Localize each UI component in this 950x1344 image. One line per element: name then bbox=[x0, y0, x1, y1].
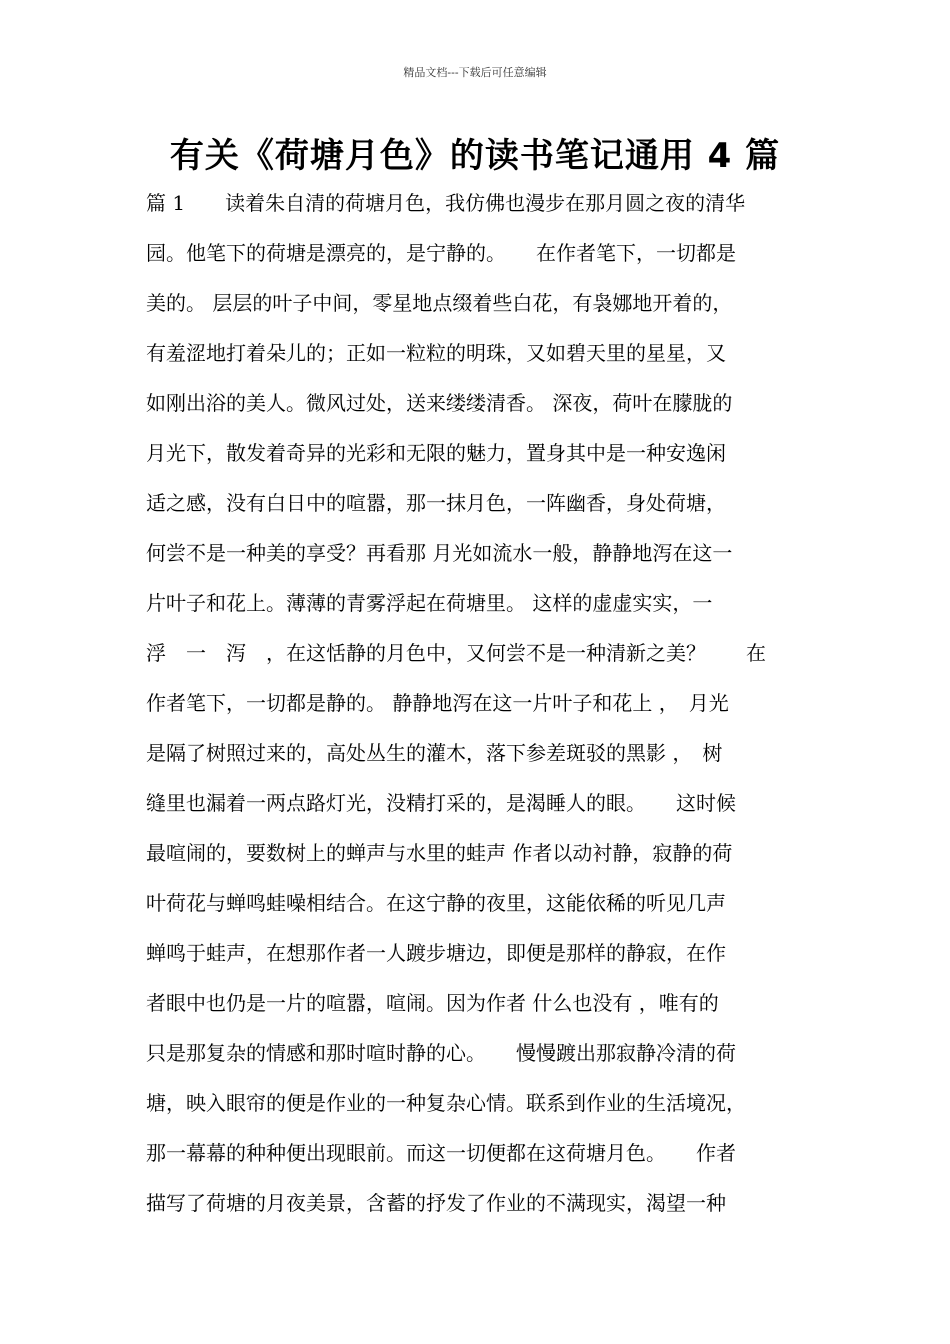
header-note: 精品文档---下载后可任意编辑 bbox=[403, 66, 547, 79]
text-line: 月光下，散发着奇异的光彩和无限的魅力，置身其中是一种安逸闲 bbox=[146, 441, 726, 465]
text-line: 是隔了树照过来的，高处丛生的灌木，落下参差斑驳的黑影 ， 树 bbox=[146, 741, 723, 765]
text-line: 美的。 层层的叶子中间，零星地点缀着些白花，有袅娜地开着的， bbox=[146, 291, 733, 315]
text-line: 者眼中也仍是一片的喧嚣，喧闹。因为作者 什么也没有 ，唯有的 bbox=[146, 991, 719, 1015]
text-line: 作者笔下，一切都是静的。 静静地泻在这一片叶子和花上 ， 月光 bbox=[146, 691, 729, 715]
text-line: 描写了荷塘的月夜美景，含蓄的抒发了作业的不满现实，渴望一种 bbox=[146, 1191, 726, 1215]
text-line: 园。他笔下的荷塘是漂亮的，是宁静的。 在作者笔下，一切都是 bbox=[146, 241, 736, 265]
text-line: 有羞涩地打着朵儿的；正如一粒粒的明珠，又如碧天里的星星，又 bbox=[146, 341, 726, 365]
text-line: 那一幕幕的种种便出现眼前。而这一切便都在这荷塘月色。 作者 bbox=[146, 1141, 736, 1165]
text-line: 片叶子和花上。薄薄的青雾浮起在荷塘里。 这样的虚虚实实，一 bbox=[146, 591, 713, 615]
body-text bbox=[146, 178, 810, 1228]
text-line: 最喧闹的，要数树上的蝉声与水里的蛙声 作者以动衬静，寂静的荷 bbox=[146, 841, 733, 865]
text-line: 蝉鸣于蛙声，在想那作者一人踱步塘边，即便是那样的静寂，在作 bbox=[146, 941, 726, 965]
text-line: 只是那复杂的情感和那时喧时静的心。 慢慢踱出那寂静冷清的荷 bbox=[146, 1041, 736, 1065]
text-line: 塘，映入眼帘的便是作业的一种复杂心情。联系到作业的生活境况， bbox=[146, 1091, 746, 1115]
text-line: 叶荷花与蝉鸣蛙噪相结合。在这宁静的夜里，这能依稀的听见几声 bbox=[146, 891, 726, 915]
document-title: 有关《荷塘月色》的读书笔记通用 4 篇 bbox=[169, 136, 781, 176]
text-line: 缝里也漏着一两点路灯光，没精打采的，是渴睡人的眼。 这时候 bbox=[146, 791, 736, 815]
text-line: 适之感，没有白日中的喧嚣，那一抹月色，一阵幽香，身处荷塘， bbox=[146, 491, 726, 515]
text-line: 如刚出浴的美人。微风过处，送来缕缕清香。 深夜，荷叶在朦胧的 bbox=[146, 391, 733, 415]
text-line: 浮 一 泻 ，在这恬静的月色中，又何尝不是一种清新之美？ 在 bbox=[146, 641, 766, 665]
text-line: 篇 1 读着朱自清的荷塘月色，我仿佛也漫步在那月圆之夜的清华 bbox=[146, 191, 746, 215]
text-line: 何尝不是一种美的享受？再看那 月光如流水一般，静静地泻在这一 bbox=[146, 541, 733, 565]
